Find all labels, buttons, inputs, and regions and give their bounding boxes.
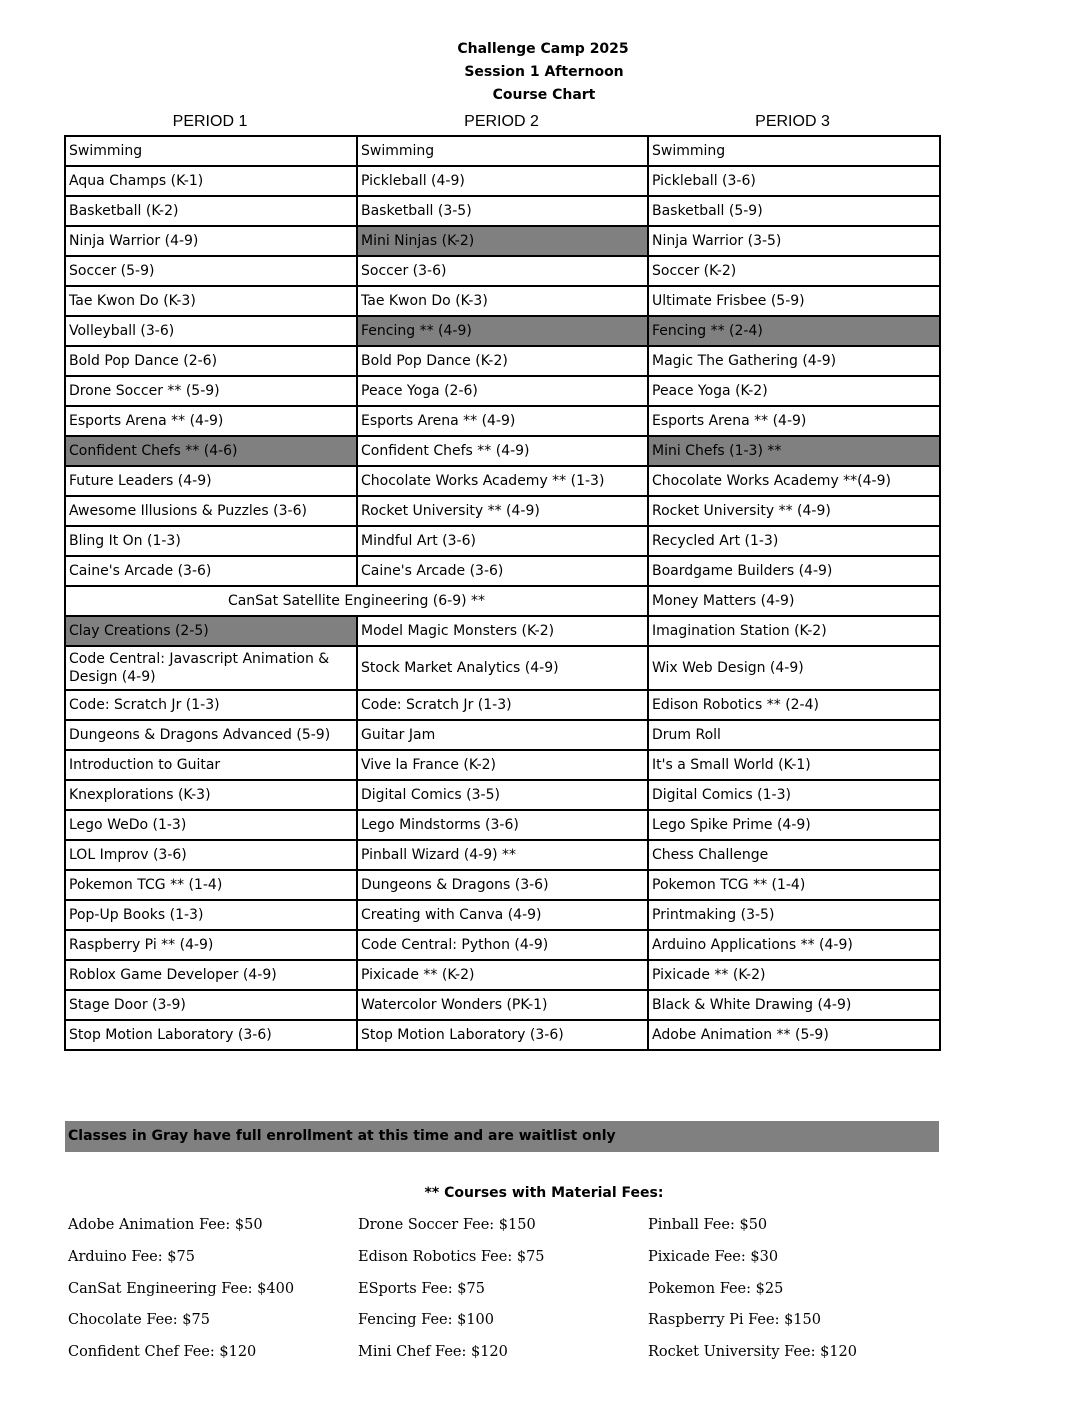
course-row xyxy=(65,436,940,466)
course-cell: Basketball (3-5) xyxy=(357,196,648,226)
period-header: PERIOD 1 xyxy=(172,113,248,130)
course-row xyxy=(65,286,940,316)
course-row xyxy=(65,810,940,840)
course-cell: Recycled Art (1-3) xyxy=(648,526,940,556)
course-cell: Soccer (K-2) xyxy=(648,256,940,286)
course-cell: Edison Robotics ** (2-4) xyxy=(648,690,940,720)
course-cell: Esports Arena ** (4-9) xyxy=(357,406,648,436)
course-cell: Creating with Canva (4-9) xyxy=(357,900,648,930)
course-cell: Imagination Station (K-2) xyxy=(648,616,940,646)
course-row xyxy=(65,196,940,226)
course-cell: Stop Motion Laboratory (3-6) xyxy=(357,1020,648,1050)
course-cell: CanSat Satellite Engineering (6-9) ** xyxy=(65,586,648,616)
course-cell: Volleyball (3-6) xyxy=(65,316,357,346)
course-cell: Confident Chefs ** (4-6) xyxy=(65,436,357,466)
course-row xyxy=(65,166,940,196)
course-cell: Caine's Arcade (3-6) xyxy=(357,556,648,586)
course-cell: Swimming xyxy=(648,136,940,166)
fees-column xyxy=(358,1210,648,1369)
course-cell: Guitar Jam xyxy=(357,720,648,750)
chart-heading xyxy=(0,38,1088,107)
course-cell: Drone Soccer ** (5-9) xyxy=(65,376,357,406)
course-cell: Swimming xyxy=(357,136,648,166)
course-cell: Soccer (3-6) xyxy=(357,256,648,286)
course-chart-table xyxy=(64,135,941,1051)
course-cell: Pickleball (4-9) xyxy=(357,166,648,196)
course-cell: Fencing ** (4-9) xyxy=(357,316,648,346)
course-cell: Wix Web Design (4-9) xyxy=(648,646,940,690)
course-row xyxy=(65,526,940,556)
course-cell: Pinball Wizard (4-9) ** xyxy=(357,840,648,870)
course-row xyxy=(65,690,940,720)
course-cell: Awesome Illusions & Puzzles (3-6) xyxy=(65,496,357,526)
course-row xyxy=(65,840,940,870)
course-cell: Tae Kwon Do (K-3) xyxy=(357,286,648,316)
fee-item: Arduino Fee: $75 xyxy=(68,1248,195,1265)
course-row xyxy=(65,750,940,780)
course-cell: Mini Chefs (1-3) ** xyxy=(648,436,940,466)
course-cell: Rocket University ** (4-9) xyxy=(648,496,940,526)
course-cell: Introduction to Guitar xyxy=(65,750,357,780)
course-cell: Arduino Applications ** (4-9) xyxy=(648,930,940,960)
course-cell: Mini Ninjas (K-2) xyxy=(357,226,648,256)
course-cell: Pickleball (3-6) xyxy=(648,166,940,196)
course-cell: Digital Comics (1-3) xyxy=(648,780,940,810)
course-row xyxy=(65,586,940,616)
fee-item: Edison Robotics Fee: $75 xyxy=(358,1248,545,1265)
course-row xyxy=(65,466,940,496)
course-cell: Dungeons & Dragons Advanced (5-9) xyxy=(65,720,357,750)
course-cell: Tae Kwon Do (K-3) xyxy=(65,286,357,316)
course-cell: It's a Small World (K-1) xyxy=(648,750,940,780)
waitlist-note: Classes in Gray have full enrollment at this time and are waitlist only xyxy=(65,1121,939,1152)
course-cell: Bold Pop Dance (2-6) xyxy=(65,346,357,376)
course-cell: Model Magic Monsters (K-2) xyxy=(357,616,648,646)
course-row xyxy=(65,930,940,960)
course-row xyxy=(65,346,940,376)
course-cell: Pixicade ** (K-2) xyxy=(357,960,648,990)
fee-item: Chocolate Fee: $75 xyxy=(68,1312,210,1329)
course-cell: Code: Scratch Jr (1-3) xyxy=(65,690,357,720)
course-row xyxy=(65,960,940,990)
fees-list xyxy=(68,1210,938,1369)
fee-item: Fencing Fee: $100 xyxy=(358,1312,495,1329)
course-cell: Digital Comics (3-5) xyxy=(357,780,648,810)
course-cell: Printmaking (3-5) xyxy=(648,900,940,930)
course-cell: Watercolor Wonders (PK-1) xyxy=(357,990,648,1020)
course-cell: Chess Challenge xyxy=(648,840,940,870)
course-cell: Money Matters (4-9) xyxy=(648,586,940,616)
course-cell: Code: Scratch Jr (1-3) xyxy=(357,690,648,720)
course-chart-body xyxy=(65,136,940,1050)
course-cell: Adobe Animation ** (5-9) xyxy=(648,1020,940,1050)
course-row xyxy=(65,226,940,256)
course-cell: Code Central: Python (4-9) xyxy=(357,930,648,960)
course-row xyxy=(65,900,940,930)
course-cell: Stock Market Analytics (4-9) xyxy=(357,646,648,690)
course-cell: Code Central: Javascript Animation & Design (4-9) xyxy=(65,646,357,690)
fee-item: Pixicade Fee: $30 xyxy=(648,1248,779,1265)
course-cell: Pokemon TCG ** (1-4) xyxy=(65,870,357,900)
fees-column xyxy=(648,1210,938,1369)
course-cell: Rocket University ** (4-9) xyxy=(357,496,648,526)
course-cell: Clay Creations (2-5) xyxy=(65,616,357,646)
course-cell: Ninja Warrior (3-5) xyxy=(648,226,940,256)
course-cell: Peace Yoga (K-2) xyxy=(648,376,940,406)
course-cell: Mindful Art (3-6) xyxy=(357,526,648,556)
fee-item: Rocket University Fee: $120 xyxy=(648,1344,858,1361)
course-row xyxy=(65,406,940,436)
course-cell: Bold Pop Dance (K-2) xyxy=(357,346,648,376)
course-cell: Caine's Arcade (3-6) xyxy=(65,556,357,586)
course-row xyxy=(65,496,940,526)
course-row xyxy=(65,720,940,750)
course-cell: Magic The Gathering (4-9) xyxy=(648,346,940,376)
period-header-row xyxy=(64,113,939,131)
fees-column xyxy=(68,1210,358,1369)
course-cell: Bling It On (1-3) xyxy=(65,526,357,556)
course-cell: Dungeons & Dragons (3-6) xyxy=(357,870,648,900)
fee-item: Adobe Animation Fee: $50 xyxy=(68,1217,263,1233)
course-row xyxy=(65,256,940,286)
fee-item: Confident Chef Fee: $120 xyxy=(68,1344,257,1361)
course-row xyxy=(65,616,940,646)
course-cell: Future Leaders (4-9) xyxy=(65,466,357,496)
course-cell: Lego Mindstorms (3-6) xyxy=(357,810,648,840)
course-cell: Chocolate Works Academy ** (1-3) xyxy=(357,466,648,496)
course-cell: Black & White Drawing (4-9) xyxy=(648,990,940,1020)
course-cell: LOL Improv (3-6) xyxy=(65,840,357,870)
course-row xyxy=(65,990,940,1020)
fee-item: ESports Fee: $75 xyxy=(358,1280,485,1297)
course-cell: Roblox Game Developer (4-9) xyxy=(65,960,357,990)
page-title: Challenge Camp 2025 xyxy=(457,41,629,57)
course-row xyxy=(65,316,940,346)
fee-item: Drone Soccer Fee: $150 xyxy=(358,1217,536,1233)
course-cell: Basketball (K-2) xyxy=(65,196,357,226)
course-row xyxy=(65,646,940,690)
course-cell: Confident Chefs ** (4-9) xyxy=(357,436,648,466)
course-row xyxy=(65,376,940,406)
course-cell: Pixicade ** (K-2) xyxy=(648,960,940,990)
fees-heading: ** Courses with Material Fees: xyxy=(424,1185,664,1201)
course-cell: Fencing ** (2-4) xyxy=(648,316,940,346)
course-cell: Drum Roll xyxy=(648,720,940,750)
course-cell: Chocolate Works Academy **(4-9) xyxy=(648,466,940,496)
course-cell: Pop-Up Books (1-3) xyxy=(65,900,357,930)
chart-subtitle: Course Chart xyxy=(492,87,596,103)
course-cell: Raspberry Pi ** (4-9) xyxy=(65,930,357,960)
fee-item: Raspberry Pi Fee: $150 xyxy=(648,1312,821,1329)
course-cell: Stop Motion Laboratory (3-6) xyxy=(65,1020,357,1050)
course-cell: Aqua Champs (K-1) xyxy=(65,166,357,196)
course-cell: Basketball (5-9) xyxy=(648,196,940,226)
fee-item: Pokemon Fee: $25 xyxy=(648,1280,784,1297)
course-row xyxy=(65,556,940,586)
course-cell: Stage Door (3-9) xyxy=(65,990,357,1020)
course-row xyxy=(65,1020,940,1050)
course-cell: Peace Yoga (2-6) xyxy=(357,376,648,406)
course-cell: Boardgame Builders (4-9) xyxy=(648,556,940,586)
period-header: PERIOD 3 xyxy=(755,113,830,130)
course-cell: Lego Spike Prime (4-9) xyxy=(648,810,940,840)
course-row xyxy=(65,136,940,166)
course-cell: Knexplorations (K-3) xyxy=(65,780,357,810)
course-cell: Lego WeDo (1-3) xyxy=(65,810,357,840)
session-subtitle: Session 1 Afternoon xyxy=(464,64,624,80)
course-cell: Esports Arena ** (4-9) xyxy=(65,406,357,436)
course-cell: Pokemon TCG ** (1-4) xyxy=(648,870,940,900)
fee-item: CanSat Engineering Fee: $400 xyxy=(68,1280,295,1297)
course-cell: Vive la France (K-2) xyxy=(357,750,648,780)
course-row xyxy=(65,780,940,810)
course-cell: Ninja Warrior (4-9) xyxy=(65,226,357,256)
fee-item: Mini Chef Fee: $120 xyxy=(358,1344,508,1361)
course-cell: Esports Arena ** (4-9) xyxy=(648,406,940,436)
course-cell: Swimming xyxy=(65,136,357,166)
course-cell: Soccer (5-9) xyxy=(65,256,357,286)
course-cell: Ultimate Frisbee (5-9) xyxy=(648,286,940,316)
course-row xyxy=(65,870,940,900)
period-header: PERIOD 2 xyxy=(464,113,539,130)
fee-item: Pinball Fee: $50 xyxy=(648,1217,768,1233)
